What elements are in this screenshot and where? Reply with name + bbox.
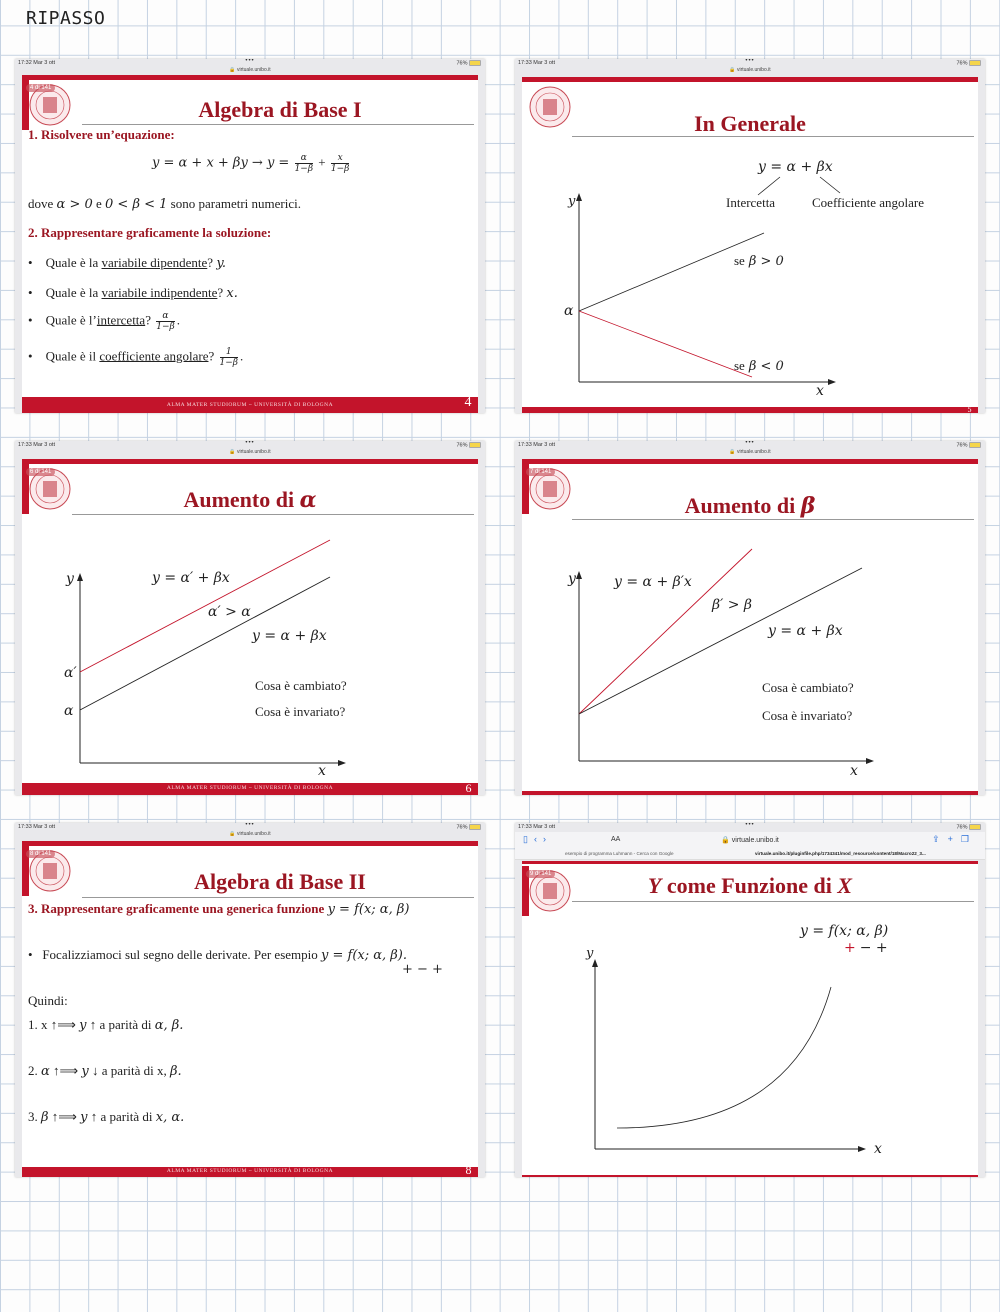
parameters-text: dove α > 0 e 0 < β < 1 sono parametri numerici. [28, 196, 301, 212]
url-label[interactable]: 🔒 virtuale.unibo.it [229, 831, 271, 837]
footer-text: ALMA MATER STUDIORUM ~ UNIVERSITÀ DI BOLOGNA [166, 402, 334, 408]
slide-title: In Generale [694, 111, 806, 136]
slide [22, 75, 478, 413]
slide-title: Algebra di Base II [194, 869, 366, 894]
slide [522, 459, 978, 795]
alpha-label: α [64, 703, 74, 719]
screenshot-slide-9 [515, 823, 985, 1177]
url-label[interactable]: 🔒 virtuale.unibo.it [729, 449, 771, 455]
battery-indicator: 76% [956, 60, 981, 66]
negative-slope-label: se β < 0 [734, 358, 784, 374]
question-changed: Cosa è cambiato? [255, 678, 347, 693]
screenshot-slide-4 [15, 59, 485, 413]
old-line-label: y = α + βx [252, 628, 327, 644]
slide-number: 8 [465, 1163, 472, 1177]
more-dots-icon[interactable]: ••• [245, 441, 255, 446]
title-rule [82, 897, 474, 898]
bullet-item: • Quale è la variabile dipendente? y. [28, 255, 227, 271]
more-dots-icon[interactable]: ••• [245, 823, 255, 828]
quindi-label: Quindi: [28, 993, 68, 1008]
bullet-item: • Quale è la variabile indipendente? x. [28, 285, 238, 301]
x-axis-label: x [816, 383, 824, 399]
footer-band [22, 783, 478, 795]
page-badge: 6 di 141 [26, 468, 55, 476]
footer-band [522, 791, 978, 795]
battery-icon [469, 442, 481, 448]
safari-toolbar [515, 832, 985, 860]
slide-number: 5 [967, 405, 972, 413]
slide-title: Y come Funzione di X [647, 873, 853, 898]
negative-slope-line [579, 311, 752, 377]
page-badge: 4 di 141 [26, 84, 55, 92]
x-axis-label: x [874, 1141, 882, 1157]
y-axis-label: y [568, 571, 576, 587]
battery-indicator: 76% [456, 824, 481, 830]
question-unchanged: Cosa è invariato? [255, 704, 346, 719]
convex-curve [617, 987, 831, 1128]
alpha-prime-label: α′ [64, 665, 77, 681]
positive-slope-line [579, 233, 764, 311]
footer-text: ALMA MATER STUDIORUM ~ UNIVERSITÀ DI BOLOGNA [166, 1168, 334, 1174]
slide [522, 77, 978, 413]
bullet-item: • Quale è il coefficiente angolare? $\frac{1}{1-\beta}$ . [28, 347, 244, 368]
battery-icon [969, 60, 981, 66]
footer-band [522, 407, 978, 413]
battery-indicator: 76% [956, 442, 981, 448]
positive-slope-label: se β > 0 [734, 253, 784, 269]
list-item: 1. x ↑⟹ y ↑ a parità di α, β. [28, 1017, 184, 1033]
section-heading: 1. Risolvere un’equazione: [28, 127, 175, 142]
footer-band [22, 1163, 478, 1177]
tab-pdf[interactable]: virtuale.unibo.it/pluginfile.php/1734341/mod_resource/content/18/Macro22_3... [755, 851, 926, 856]
list-item: 2. α ↑⟹ y ↓ a parità di x, β. [28, 1063, 182, 1079]
top-band [22, 75, 478, 80]
derivative-signs: + − + [402, 962, 443, 977]
more-dots-icon[interactable]: ••• [745, 823, 755, 828]
slide-title: Aumento di β [684, 493, 816, 519]
tab-bar [515, 849, 985, 859]
new-line-label: y = α′ + βx [152, 570, 230, 586]
old-line-label: y = α + βx [768, 623, 843, 639]
title-rule [82, 124, 474, 125]
page-badge: 7 di 141 [526, 468, 555, 476]
intercept-label: Intercetta [726, 195, 776, 210]
bullet-item: • Quale è l’intercetta? $\frac{\alpha}{1-\beta}$ . [28, 311, 180, 332]
equation: y = α + βx [758, 159, 833, 175]
slide [22, 841, 478, 1177]
url-label[interactable]: 🔒 virtuale.unibo.it [229, 449, 271, 455]
page-title: RIPASSO [26, 8, 106, 29]
screenshot-slide-7 [515, 441, 985, 795]
page-badge: 9 di 141 [526, 870, 555, 878]
reader-aa-button[interactable]: AA [611, 836, 621, 843]
y-axis-label: y [586, 946, 594, 961]
battery-icon [969, 442, 981, 448]
address-bar[interactable]: 🔒 virtuale.unibo.it [721, 837, 779, 844]
battery-icon [969, 824, 981, 830]
status-time: 17:33 Mar 3 ott [518, 60, 555, 66]
slide [522, 861, 978, 1177]
slide-number: 6 [465, 781, 472, 795]
page-badge: 8 di 141 [26, 850, 55, 858]
list-item: 3. β ↑⟹ y ↑ a parità di x, α. [28, 1109, 185, 1125]
x-axis-label: x [318, 763, 326, 779]
status-time: 17:33 Mar 3 ott [18, 442, 55, 448]
more-dots-icon[interactable]: ••• [745, 441, 755, 446]
compare-label: β′ > β [712, 597, 752, 613]
battery-indicator: 76% [956, 824, 981, 830]
slide [22, 459, 478, 795]
status-bar [515, 823, 985, 832]
top-band [22, 841, 478, 846]
linear-graph [522, 77, 978, 407]
battery-icon [469, 824, 481, 830]
bullet-item: • Focalizziamoci sul segno delle derivate. Per esempio y = f(x; α, β). [28, 947, 407, 963]
more-dots-icon[interactable]: ••• [745, 59, 755, 64]
more-dots-icon[interactable]: ••• [245, 59, 255, 64]
url-label[interactable]: 🔒 virtuale.unibo.it [729, 67, 771, 73]
status-time: 17:33 Mar 3 ott [518, 824, 555, 830]
function-graph [522, 861, 978, 1177]
question-changed: Cosa è cambiato? [762, 680, 854, 695]
derivative-signs: + − + [844, 940, 888, 956]
share-add-tabs-icons[interactable]: ⇪+❐ [932, 834, 977, 844]
tab-google[interactable]: esempio di programma Luhmann - Cerca con Google [565, 851, 674, 856]
footer-band [522, 1175, 978, 1177]
y-axis-label: y [66, 571, 74, 587]
section-heading: 3. Rappresentare graficamente una generica funzione y = f(x; α, β) [28, 901, 410, 917]
equation: y = α + x + βy → y = $\frac{\alpha}{1-\beta}$ + $\frac{x}{1-\beta}$ [152, 153, 350, 174]
status-time: 17:33 Mar 3 ott [18, 824, 55, 830]
screenshot-slide-6 [15, 441, 485, 795]
beta-shift-graph [522, 459, 978, 789]
alpha-label: α [564, 303, 574, 319]
equation: y = f(x; α, β) [800, 923, 889, 939]
question-unchanged: Cosa è invariato? [762, 708, 853, 723]
screenshot-slide-8 [15, 823, 485, 1177]
status-time: 17:33 Mar 3 ott [518, 442, 555, 448]
slide-number: 4 [464, 395, 472, 410]
alpha-shift-graph [22, 459, 478, 789]
battery-icon [469, 60, 481, 66]
slope-label: Coefficiente angolare [812, 195, 925, 210]
footer-band [22, 397, 478, 413]
compare-label: α′ > α [208, 604, 251, 620]
battery-indicator: 76% [456, 442, 481, 448]
status-time: 17:32 Mar 3 ott [18, 60, 55, 66]
new-line-label: y = α + β′x [614, 574, 692, 590]
slide-title: Algebra di Base I [198, 97, 362, 122]
sidebar-back-forward-icons[interactable]: ▯‹› [523, 834, 552, 844]
x-axis-label: x [850, 763, 858, 779]
y-axis-label: y [568, 194, 576, 209]
screenshot-slide-5 [515, 59, 985, 413]
slide-title: Aumento di α [183, 487, 317, 513]
new-line [80, 540, 330, 672]
url-label[interactable]: 🔒 virtuale.unibo.it [229, 67, 271, 73]
footer-text: ALMA MATER STUDIORUM ~ UNIVERSITÀ DI BOLOGNA [166, 785, 334, 791]
section-heading: 2. Rappresentare graficamente la soluzione: [28, 225, 272, 240]
battery-indicator: 76% [456, 60, 481, 66]
